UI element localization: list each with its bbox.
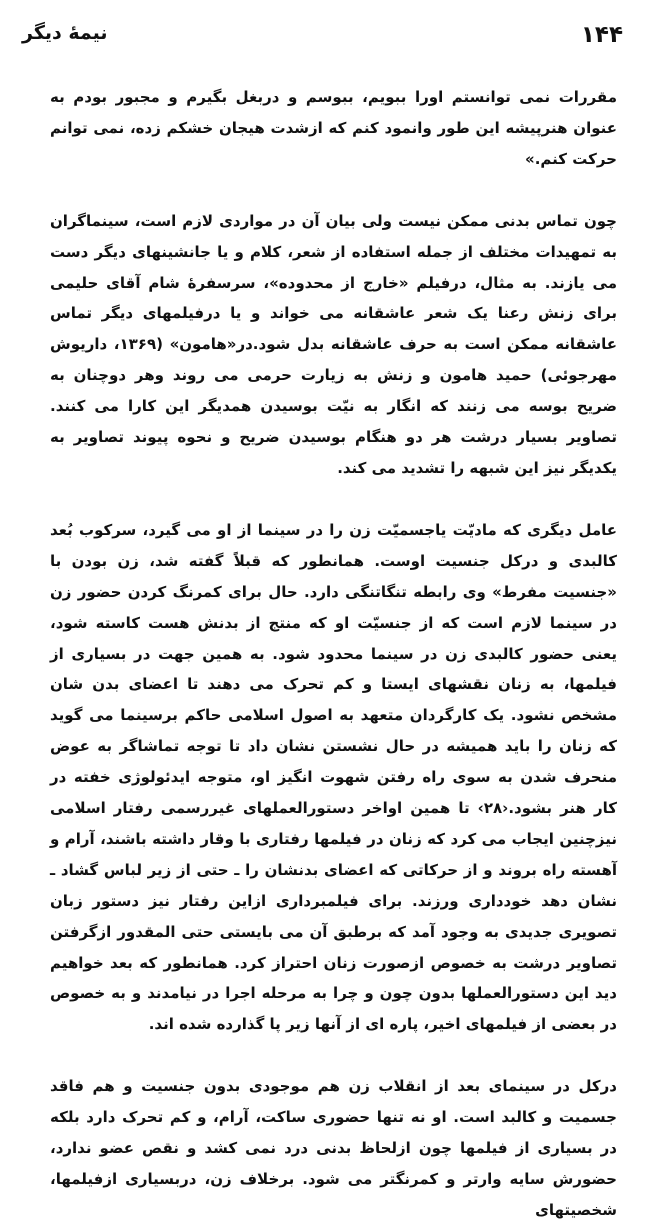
paragraph-body-suppression: عامل دیگری که مادیّت یاجسمیّت زن را در سینما از او می گیرد، سرکوب بُعد کالبدی و درکل جنسیت اوست. همانطور که قبلاً گفته شد، زن بودن با «جنسیت مفرط» وی رابطه تنگاتنگی دارد. حال برای کمرنگ کردن حضور زن در سینما لازم است که از جنسیّت او که منتج از بدنش هست کاسته شود، یعنی حضور کالبدی زن در سینما محدود شود. به همین جهت در بسیاری از فیلمها، به زنان نقشهای ایستا و کم تحرک می دهند تا اعضای بدن شان مشخص نشود. یک کارگردان متعهد به اصول اسلامی حاکم برسینما می گوید که زنان را باید همیشه در حال نشستن نشان داد تا توجه تماشاگر به عوض منحرف شدن به سوی راه رفتن شهوت انگیز او، متوجه ایدئولوژی خفته در کار هنر بشود.‹۲۸› تا همین اواخر دستورالعملهای غیررسمی رفتار اسلامی نیزچنین ایجاب می کرد که زنان در فیلمها رفتاری با وقار داشته باشند، آرام و آهسته راه بروند و از حرکاتی که اعضای بدنشان را ـ حتی از زیر لباس گشاد ـ نشان دهد خودداری ورزند. برای فیلمبرداری ازاین رفتار نیز دستور زبان تصویری جدیدی به وجود آمد که برطبق آن می بایستی حتی المقدور ازگرفتن تصاویر درشت به خصوص ازصورت زنان احتراز کرد. همانطور که بعد خواهیم دید این دستورالعملها بدون چون و چرا به مرحله اجرا در نیامدند و به خصوص در بعضی از فیلمهای اخیر، پاره ای از آنها زیر پا گذارده شده اند. [50, 520, 617, 1034]
paragraph-physical-contact: چون تماس بدنی ممکن نیست ولی بیان آن در مواردی لازم است، سینماگران به تمهیدات مختلف از جمله استفاده از شعر، کلام و یا جانشینهای دیگر دست می یازند. به مثال، درفیلم «خارج از محدوده»، سرسفرهٔ شام آقای حلیمی برای زنش رعنا یک شعر عاشقانه می خواند و یا درفیلمهای دیگر تماس عاشقانه ممکن است به حرف عاشقانه بدل شود.در«هامون» (۱۳۶۹، داریوش مهرجوئی) حمید هامون و زنش به زیارت حرمی می روند وهر دوچنان به ضریح بوسه می زنند که انگار به نیّت بوسیدن همدیگر این کارا می کنند. تصاویر بسیار درشت هر دو هنگام بوسیدن ضریح و نحوه پیوند تصاویر به یکدیگر نیز این شبهه را تشدید می کند. [50, 211, 617, 477]
page-header [22, 22, 623, 70]
page-number: ۱۴۴ [580, 22, 623, 48]
running-title: نیمهٔ دیگر [22, 22, 108, 44]
body-text [50, 82, 617, 1226]
paragraph-post-revolution-cinema: درکل در سینمای بعد از انقلاب زن هم موجودی بدون جنسیت و هم فاقد جسمیت و کالبد است. او نه تنها حضوری ساکت، آرام، و کم تحرک دارد بلکه در بسیاری از فیلمها چون ازلحاظ بدنی درد نمی کشد و نقص عضو ندارد، حضورش سایه وارتر و کمرنگتر می شود. برخلاف زن، دربسیاری ازفیلمها، شخصیتهای [50, 1077, 617, 1219]
paragraph-continuation: مقررات نمی توانستم اورا ببویم، ببوسم و دربغل بگیرم و مجبور بودم به عنوان هنرپیشه این طور وانمود کنم که ازشدت هیجان خشکم زده، نمی توانم حرکت کنم.» [50, 88, 617, 168]
